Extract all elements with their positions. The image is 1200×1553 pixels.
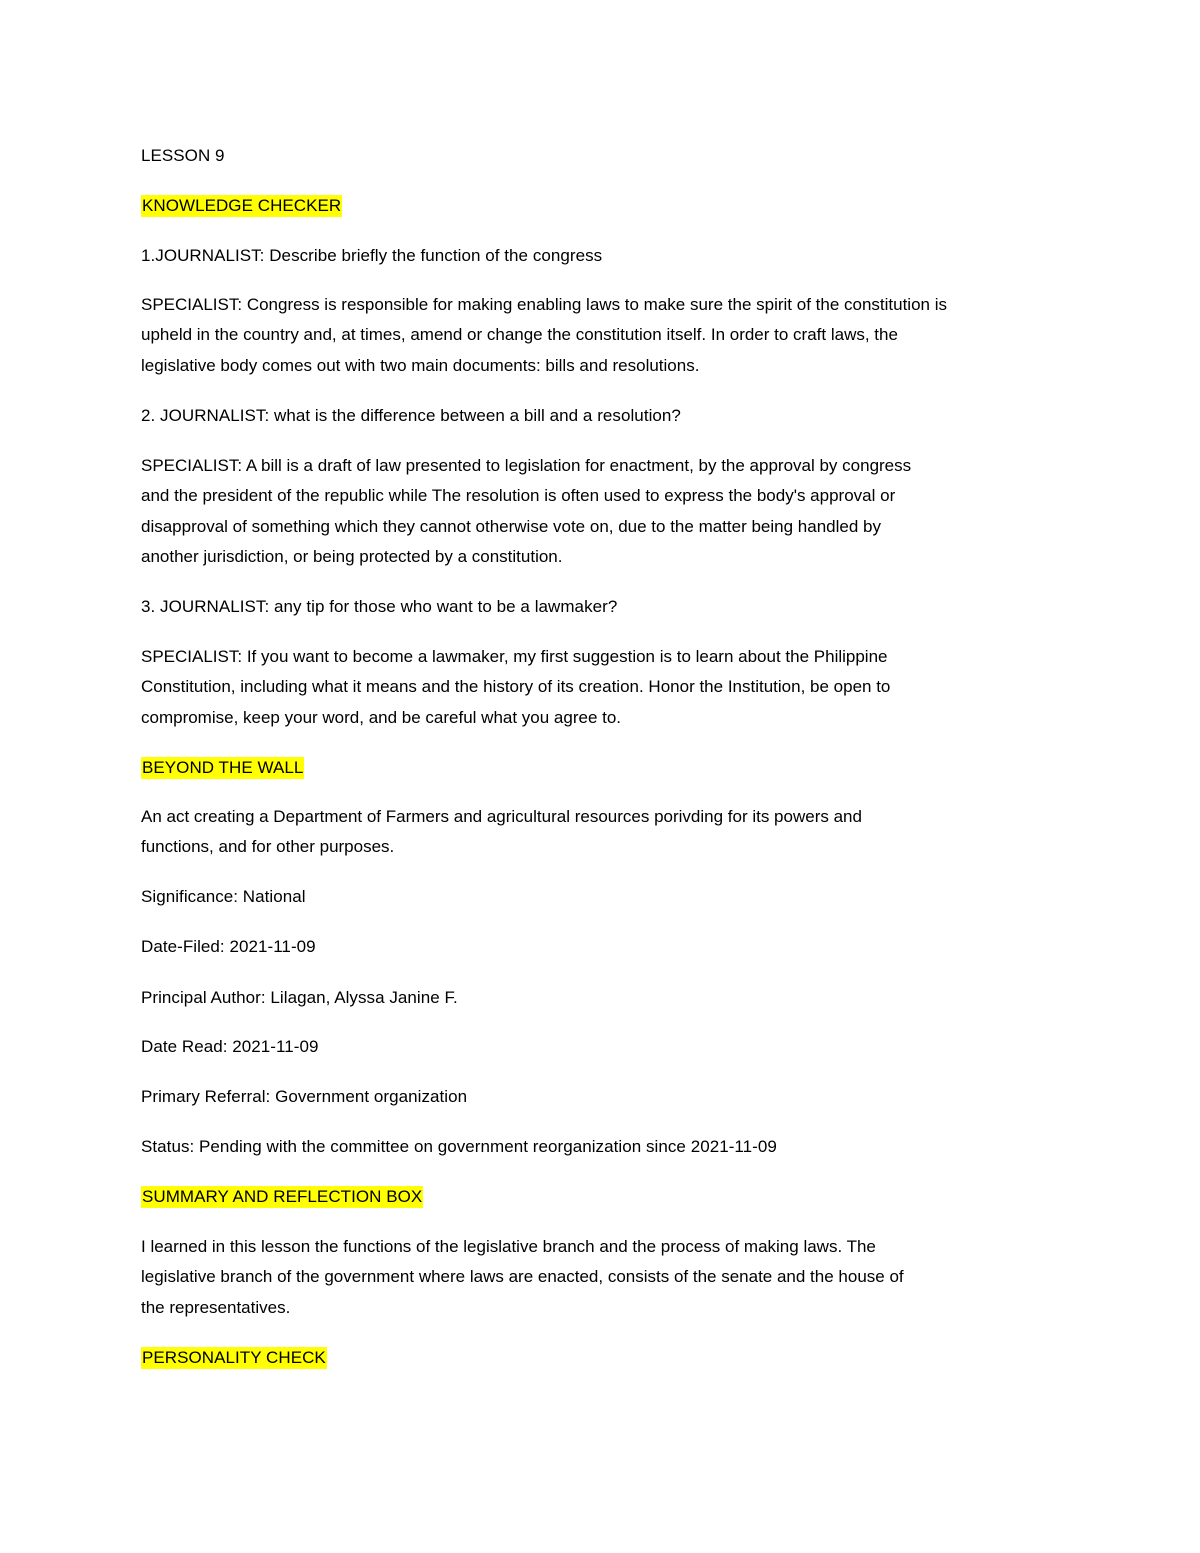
summary-line-1: I learned in this lesson the functions of the legislative branch and the process of making laws. The [141,1237,876,1256]
knowledge-checker-heading: KNOWLEDGE CHECKER [142,196,342,215]
bill-title-line-1: An act creating a Department of Farmers and agricultural resources porivding for its powers and [141,807,862,826]
answer-2-line-4: another jurisdiction, or being protected by a constitution. [141,546,563,566]
answer-2-line-2: and the president of the republic while The resolution is often used to express the body's approval or [141,486,896,506]
bill-principal-author: Principal Author: Lilagan, Alyssa Janine F. [141,988,458,1007]
summary-line-3: the representatives. [141,1297,291,1317]
answer-1-line-2: upheld in the country and, at times, amend or change the constitution itself. In order to craft laws, the [141,325,898,345]
bill-status: Status: Pending with the committee on government reorganization since 2021-11-09 [141,1137,777,1156]
question-2: 2. JOURNALIST: what is the difference between a bill and a resolution? [141,406,681,425]
beyond-the-wall-heading-line [141,753,304,783]
bill-title-line-2: functions, and for other purposes. [141,837,395,857]
answer-3 [141,642,1071,733]
beyond-the-wall-heading: BEYOND THE WALL [142,758,304,777]
question-1: 1.JOURNALIST: Describe briefly the function of the congress [141,246,603,265]
answer-3-line-3: compromise, keep your word, and be careful what you agree to. [141,707,622,727]
summary-line-2: legislative branch of the government where laws are enacted, consists of the senate and the house of [141,1267,904,1287]
answer-1-line-1: SPECIALIST: Congress is responsible for making enabling laws to make sure the spirit of the constitution is [141,295,947,314]
bill-title [141,802,1071,863]
summary-heading: SUMMARY AND REFLECTION BOX [142,1187,423,1206]
bill-date-read: Date Read: 2021-11-09 [141,1037,319,1056]
answer-1-line-3: legislative body comes out with two main documents: bills and resolutions. [141,355,700,375]
answer-2-line-3: disapproval of something which they cannot otherwise vote on, due to the matter being handled by [141,516,881,536]
answer-1 [141,290,1071,381]
question-3: 3. JOURNALIST: any tip for those who want to be a lawmaker? [141,597,618,616]
answer-2-line-1: SPECIALIST: A bill is a draft of law presented to legislation for enactment, by the approval by congress [141,456,912,475]
bill-significance: Significance: National [141,887,306,906]
personality-check-heading-line [141,1343,327,1373]
summary-text [141,1232,1071,1323]
summary-heading-line [141,1182,423,1212]
bill-date-filed: Date-Filed: 2021-11-09 [141,937,316,956]
answer-3-line-2: Constitution, including what it means and the history of its creation. Honor the Institution, be open to [141,677,891,697]
answer-2 [141,451,1071,572]
personality-check-heading: PERSONALITY CHECK [142,1348,326,1367]
answer-3-line-1: SPECIALIST: If you want to become a lawmaker, my first suggestion is to learn about the Philippine [141,647,888,666]
knowledge-checker-heading-line [141,191,342,221]
bill-primary-referral: Primary Referral: Government organization [141,1087,468,1106]
lesson-title: LESSON 9 [141,146,225,165]
